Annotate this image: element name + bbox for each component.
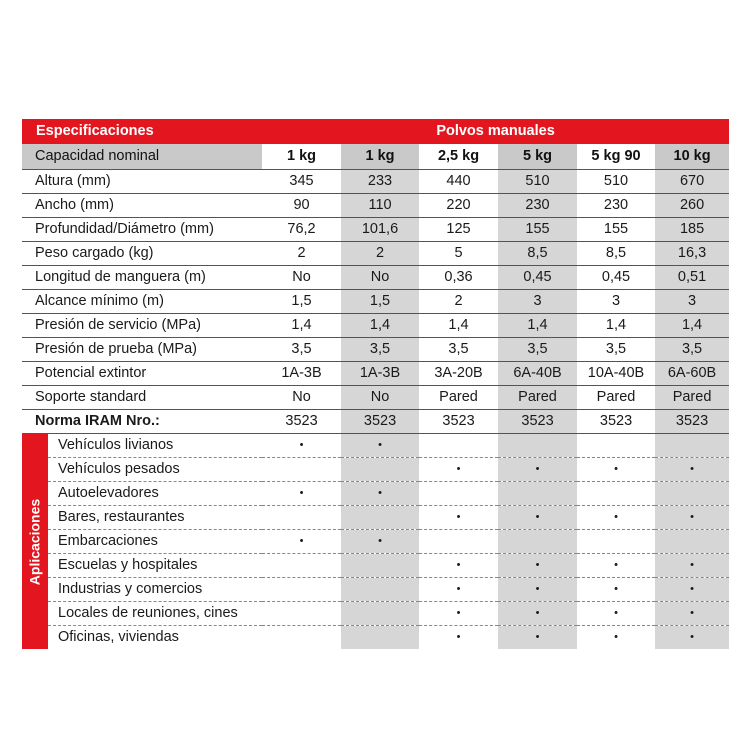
- application-mark: •: [498, 578, 577, 602]
- spec-value: 3,5: [419, 338, 498, 362]
- spec-value: 233: [341, 170, 419, 194]
- spec-label: Longitud de manguera (m): [22, 266, 262, 290]
- spec-value: 1,5: [262, 290, 341, 314]
- applications-side-band: [22, 434, 48, 650]
- spec-value: 220: [419, 194, 498, 218]
- spec-value: No: [341, 386, 419, 410]
- spec-value: 0,45: [498, 266, 577, 290]
- spec-row: [22, 290, 729, 314]
- applications-label: Aplicaciones: [26, 498, 43, 585]
- capacity-value: 1 kg: [262, 144, 341, 170]
- spec-label: Peso cargado (kg): [22, 242, 262, 266]
- spec-value: 101,6: [341, 218, 419, 242]
- application-mark: •: [577, 458, 655, 482]
- spec-row: [22, 386, 729, 410]
- spec-value: 76,2: [262, 218, 341, 242]
- application-mark: [262, 602, 341, 626]
- spec-value: 0,45: [577, 266, 655, 290]
- capacity-value: 5 kg 90: [577, 144, 655, 170]
- products-header: Polvos manuales: [262, 119, 729, 144]
- spec-value: 3523: [262, 410, 341, 434]
- application-mark: [262, 626, 341, 650]
- spec-value: 510: [577, 170, 655, 194]
- spec-value: 1,4: [498, 314, 577, 338]
- application-mark: •: [655, 458, 729, 482]
- spec-value: No: [262, 386, 341, 410]
- spec-value: 3: [498, 290, 577, 314]
- spec-value: 1A-3B: [262, 362, 341, 386]
- application-label: Escuelas y hospitales: [48, 554, 262, 578]
- application-mark: •: [577, 578, 655, 602]
- application-mark: •: [498, 602, 577, 626]
- application-mark: [419, 482, 498, 506]
- spec-value: 3523: [498, 410, 577, 434]
- spec-value: 16,3: [655, 242, 729, 266]
- application-mark: •: [262, 482, 341, 506]
- spec-value: 1,4: [419, 314, 498, 338]
- application-mark: [341, 602, 419, 626]
- application-row: [22, 506, 729, 530]
- spec-value: 90: [262, 194, 341, 218]
- application-label: Embarcaciones: [48, 530, 262, 554]
- application-mark: [419, 530, 498, 554]
- spec-value: 5: [419, 242, 498, 266]
- application-mark: •: [498, 554, 577, 578]
- application-label: Industrias y comercios: [48, 578, 262, 602]
- spec-label: Potencial extintor: [22, 362, 262, 386]
- application-row: [22, 602, 729, 626]
- spec-value: 3523: [655, 410, 729, 434]
- spec-label: Altura (mm): [22, 170, 262, 194]
- spec-label: Presión de prueba (MPa): [22, 338, 262, 362]
- spec-table: [22, 119, 729, 649]
- application-mark: •: [498, 506, 577, 530]
- application-mark: •: [456, 631, 461, 643]
- application-mark: [341, 506, 419, 530]
- spec-value: 510: [498, 170, 577, 194]
- application-row: [22, 530, 729, 554]
- spec-value: 1,5: [341, 290, 419, 314]
- application-mark: [262, 578, 341, 602]
- application-row: [22, 578, 729, 602]
- spec-label: Profundidad/Diámetro (mm): [22, 218, 262, 242]
- spec-label: Alcance mínimo (m): [22, 290, 262, 314]
- spec-label: Ancho (mm): [22, 194, 262, 218]
- application-mark: [341, 626, 419, 650]
- spec-value: 155: [498, 218, 577, 242]
- application-mark: •: [341, 434, 419, 458]
- application-mark: •: [419, 458, 498, 482]
- spec-row: [22, 242, 729, 266]
- application-mark: [262, 458, 341, 482]
- spec-value: 185: [655, 218, 729, 242]
- application-row: [22, 626, 729, 650]
- spec-value: 3,5: [577, 338, 655, 362]
- application-mark: [341, 578, 419, 602]
- application-mark: [341, 458, 419, 482]
- application-mark: •: [577, 506, 655, 530]
- capacity-value: 1 kg: [341, 144, 419, 170]
- spec-value: 8,5: [498, 242, 577, 266]
- spec-value: 3,5: [655, 338, 729, 362]
- spec-value: 230: [577, 194, 655, 218]
- application-row: [22, 554, 729, 578]
- application-mark: [655, 482, 729, 506]
- spec-value: 6A-60B: [655, 362, 729, 386]
- application-mark: •: [655, 506, 729, 530]
- application-label: Vehículos livianos: [48, 434, 262, 458]
- spec-row: [22, 218, 729, 242]
- spec-value: 3523: [577, 410, 655, 434]
- capacity-label: Capacidad nominal: [22, 144, 262, 170]
- spec-row: [22, 362, 729, 386]
- application-label: Bares, restaurantes: [48, 506, 262, 530]
- application-mark: [577, 530, 655, 554]
- spec-row: [22, 266, 729, 290]
- spec-value: 1,4: [262, 314, 341, 338]
- application-mark: [498, 482, 577, 506]
- application-mark: •: [498, 458, 577, 482]
- spec-value: 3,5: [498, 338, 577, 362]
- spec-value: 2: [419, 290, 498, 314]
- spec-value: 3,5: [341, 338, 419, 362]
- capacity-value: 5 kg: [498, 144, 577, 170]
- spec-value: 2: [341, 242, 419, 266]
- spec-value: Pared: [577, 386, 655, 410]
- application-mark: •: [419, 506, 498, 530]
- application-mark: •: [655, 578, 729, 602]
- spec-value: 3523: [419, 410, 498, 434]
- spec-value: 440: [419, 170, 498, 194]
- capacity-value: 2,5 kg: [419, 144, 498, 170]
- application-mark: •: [577, 554, 655, 578]
- application-mark: [655, 434, 729, 458]
- spec-value: Pared: [498, 386, 577, 410]
- application-mark: •: [498, 626, 577, 650]
- spec-value: 3: [655, 290, 729, 314]
- spec-value: 345: [262, 170, 341, 194]
- application-mark: •: [262, 530, 341, 554]
- spec-value: 125: [419, 218, 498, 242]
- spec-row: [22, 314, 729, 338]
- spec-value: Pared: [419, 386, 498, 410]
- application-mark: [262, 506, 341, 530]
- spec-rows: [22, 170, 729, 434]
- application-mark: •: [419, 554, 498, 578]
- spec-value: 6A-40B: [498, 362, 577, 386]
- application-mark: •: [341, 530, 419, 554]
- spec-row: [22, 170, 729, 194]
- application-row: [22, 434, 729, 458]
- spec-value: 260: [655, 194, 729, 218]
- spec-value: 3,5: [262, 338, 341, 362]
- spec-label: Soporte standard: [22, 386, 262, 410]
- application-mark: •: [614, 631, 618, 643]
- application-label: Autoelevadores: [48, 482, 262, 506]
- spec-value: 110: [341, 194, 419, 218]
- application-mark: [419, 434, 498, 458]
- spec-value: 155: [577, 218, 655, 242]
- spec-value: 1,4: [577, 314, 655, 338]
- spec-header: Especificaciones: [22, 119, 262, 144]
- application-label: Vehículos pesados: [48, 458, 262, 482]
- application-row: [22, 482, 729, 506]
- application-row: [22, 458, 729, 482]
- application-mark: [577, 434, 655, 458]
- title-row: [22, 119, 729, 144]
- spec-value: 670: [655, 170, 729, 194]
- spec-value: No: [262, 266, 341, 290]
- spec-value: Pared: [655, 386, 729, 410]
- spec-value: 2: [262, 242, 341, 266]
- spec-value: 3: [577, 290, 655, 314]
- application-mark: •: [577, 602, 655, 626]
- application-mark: [577, 482, 655, 506]
- spec-row: [22, 410, 729, 434]
- spec-value: 1A-3B: [341, 362, 419, 386]
- application-label: Locales de reuniones, cines: [48, 602, 262, 626]
- application-mark: •: [262, 434, 341, 458]
- application-mark: [498, 434, 577, 458]
- application-mark: •: [419, 578, 498, 602]
- application-mark: •: [655, 626, 729, 650]
- spec-label: Norma IRAM Nro.:: [22, 410, 262, 434]
- application-label: Oficinas, viviendas: [58, 629, 179, 645]
- spec-value: 1,4: [341, 314, 419, 338]
- spec-value: 0,36: [419, 266, 498, 290]
- spec-value: 8,5: [577, 242, 655, 266]
- spec-row: [22, 194, 729, 218]
- application-mark: [341, 554, 419, 578]
- capacity-value: 10 kg: [655, 144, 729, 170]
- application-mark: [498, 530, 577, 554]
- spec-row: [22, 338, 729, 362]
- spec-value: 0,51: [655, 266, 729, 290]
- application-mark: •: [655, 602, 729, 626]
- application-mark: •: [655, 554, 729, 578]
- spec-value: 3523: [341, 410, 419, 434]
- application-mark: [655, 530, 729, 554]
- application-mark: [262, 554, 341, 578]
- spec-value: No: [341, 266, 419, 290]
- spec-value: 10A-40B: [577, 362, 655, 386]
- spec-value: 1,4: [655, 314, 729, 338]
- spec-value: 230: [498, 194, 577, 218]
- application-rows: [22, 434, 729, 650]
- application-mark: •: [341, 482, 419, 506]
- spec-value: 3A-20B: [419, 362, 498, 386]
- spec-label: Presión de servicio (MPa): [22, 314, 262, 338]
- application-mark: •: [419, 602, 498, 626]
- capacity-row: [22, 144, 729, 170]
